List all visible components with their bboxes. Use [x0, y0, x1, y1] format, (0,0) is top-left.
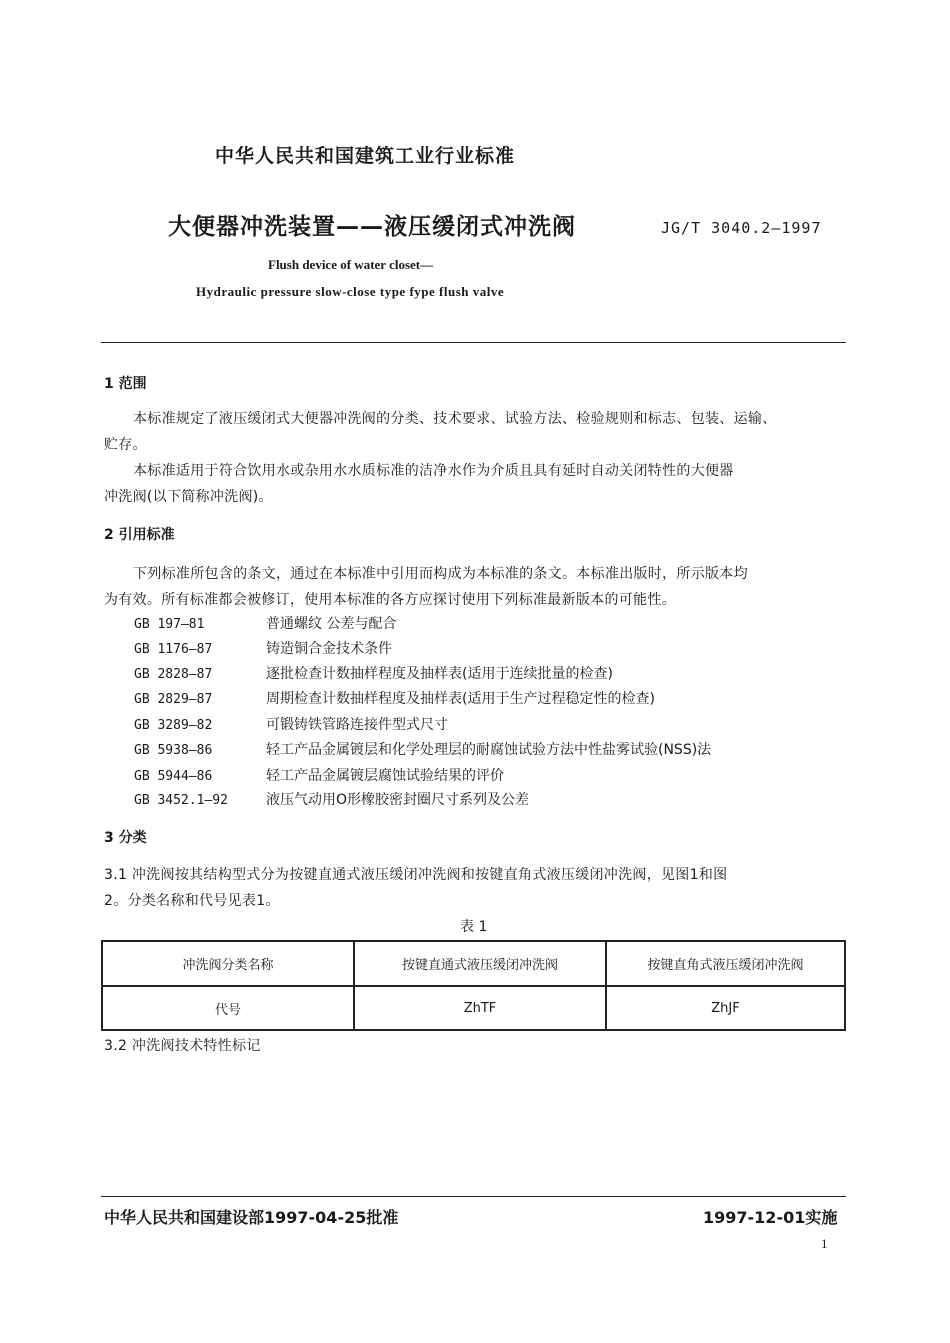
approval-statement: 中华人民共和国建设部1997-04-25批准 [104, 1208, 399, 1227]
table-cell: ZhJF [606, 986, 845, 1030]
section-3-heading: 3 分类 [104, 830, 147, 846]
reference-item [134, 739, 711, 759]
reference-item [134, 688, 655, 708]
reference-title: 周期检查计数抽样程度及抽样表(适用于生产过程稳定性的检查) [266, 691, 655, 707]
clause-3-1-line-2: 2。分类名称和代号见表1。 [104, 893, 280, 909]
effective-date: 1997-12-01实施 [703, 1208, 838, 1227]
table-header-cell: 冲洗阀分类名称 [102, 941, 354, 986]
english-title-line-2: Hydraulic pressure slow-close type fype flush valve [196, 284, 505, 299]
reference-code: GB 2828—87 [134, 667, 213, 682]
reference-title: 铸造铜合金技术条件 [266, 641, 392, 657]
section-2-paragraph-line-1: 下列标准所包含的条文，通过在本标准中引用而构成为本标准的条文。本标准出版时，所示版本均 [133, 566, 748, 582]
reference-item [134, 638, 392, 658]
reference-code: GB 3452.1—92 [134, 793, 228, 808]
clause-3-2: 3.2 冲洗阀技术特性标记 [104, 1038, 261, 1054]
page-number: 1 [821, 1236, 828, 1251]
reference-code: GB 5938—86 [134, 743, 213, 758]
reference-title: 轻工产品金属镀层和化学处理层的耐腐蚀试验方法中性盐雾试验(NSS)法 [266, 742, 712, 758]
reference-title: 逐批检查计数抽样程度及抽样表(适用于连续批量的检查) [266, 666, 613, 682]
section-1-heading: 1 范围 [104, 376, 147, 392]
table-caption: 表 1 [460, 919, 488, 935]
section-2-paragraph-line-2: 为有效。所有标准都会被修订，使用本标准的各方应探讨使用下列标准最新版本的可能性。 [104, 592, 676, 608]
table-row [102, 986, 845, 1030]
reference-code: GB 3289—82 [134, 718, 213, 733]
reference-title: 可锻铸铁管路连接件型式尺寸 [266, 717, 448, 733]
english-title-line-1: Flush device of water closet— [268, 257, 434, 272]
section-1-paragraph-1-line-2: 贮存。 [104, 437, 147, 453]
table-cell: 代号 [102, 986, 354, 1030]
document-title: 大便器冲洗装置——液压缓闭式冲洗阀 [168, 214, 576, 240]
table-header-row [102, 941, 845, 986]
reference-item [134, 714, 448, 734]
reference-item [134, 765, 504, 785]
clause-3-1-line-1: 3.1 冲洗阀按其结构型式分为按键直通式液压缓闭冲洗阀和按键直角式液压缓闭冲洗阀，见图1和图 [104, 867, 728, 883]
header-divider [101, 342, 846, 343]
reference-item [134, 613, 396, 633]
table-header-cell: 按键直通式液压缓闭冲洗阀 [354, 941, 606, 986]
reference-item [134, 789, 529, 809]
section-1-paragraph-2-line-2: 冲洗阀(以下简称冲洗阀)。 [104, 489, 273, 505]
reference-code: GB 197—81 [134, 617, 205, 632]
section-1-paragraph-1-line-1: 本标准规定了液压缓闭式大便器冲洗阀的分类、技术要求、试验方法、检验规则和标志、包装、运输、 [133, 411, 777, 427]
reference-title: 轻工产品金属镀层腐蚀试验结果的评价 [266, 768, 504, 784]
table-cell: ZhTF [354, 986, 606, 1030]
reference-code: GB 2829—87 [134, 692, 213, 707]
section-1-paragraph-2-line-1: 本标准适用于符合饮用水或杂用水水质标准的洁净水作为介质且具有延时自动关闭特性的大便器 [133, 463, 734, 479]
standard-code: JG/T 3040.2—1997 [661, 219, 822, 237]
reference-code: GB 5944—86 [134, 769, 213, 784]
table-header-cell: 按键直角式液压缓闭冲洗阀 [606, 941, 845, 986]
reference-item [134, 663, 613, 683]
section-2-heading: 2 引用标准 [104, 527, 175, 543]
reference-title: 普通螺纹 公差与配合 [266, 616, 397, 632]
footer-divider [101, 1196, 846, 1197]
issuing-authority: 中华人民共和国建筑工业行业标准 [215, 145, 516, 167]
reference-title: 液压气动用O形橡胶密封圈尺寸系列及公差 [266, 792, 530, 808]
reference-code: GB 1176—87 [134, 642, 213, 657]
classification-table [101, 940, 846, 1031]
